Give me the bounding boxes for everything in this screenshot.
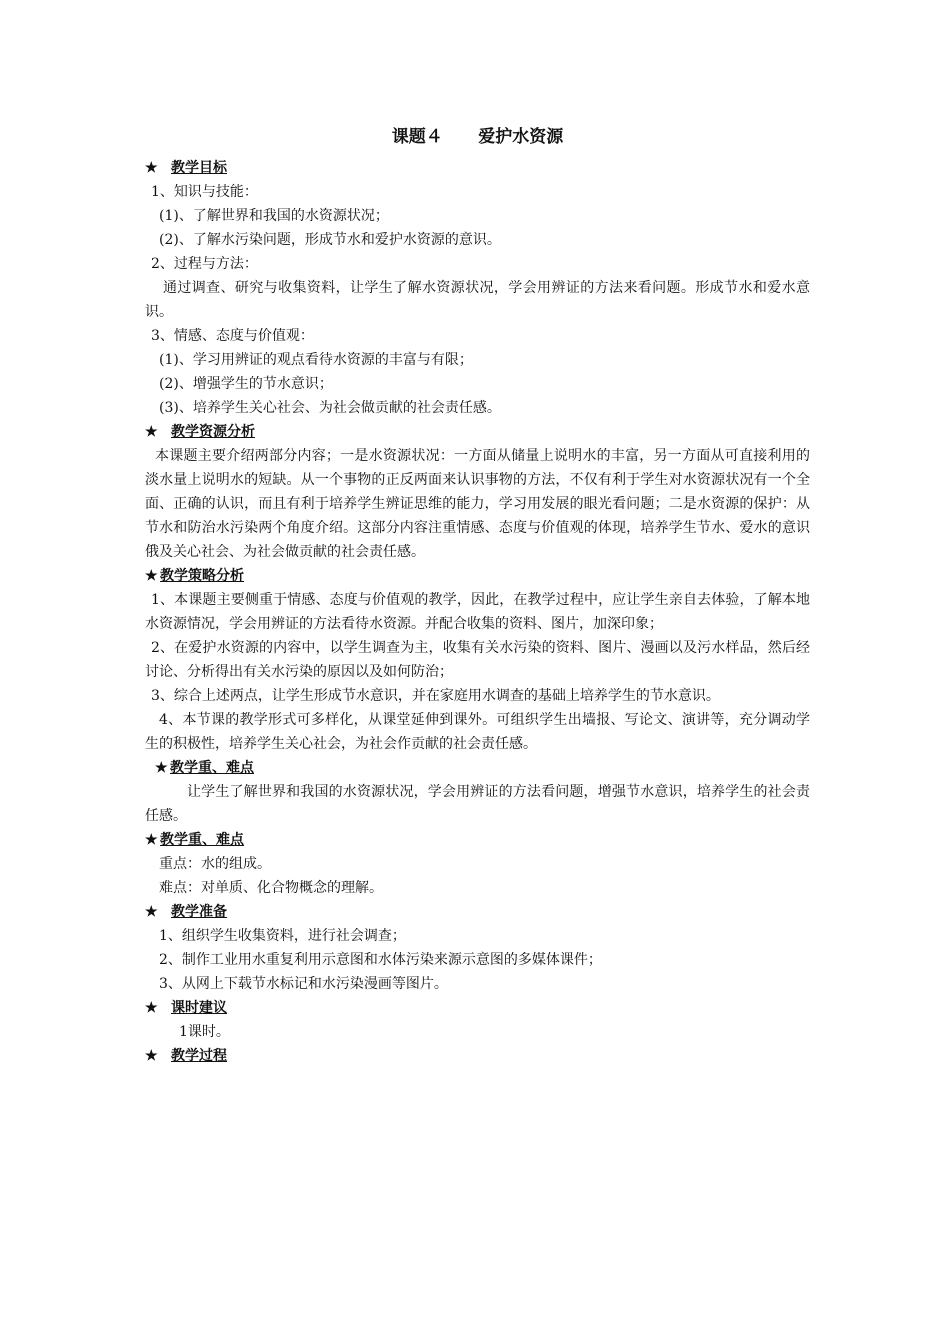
prep-line: 2、制作工业用水重复利用示意图和水体污染来源示意图的多媒体课件； <box>159 952 602 968</box>
star-icon: ★ <box>145 904 158 920</box>
star-icon: ★ <box>145 424 158 440</box>
keypoints-paragraph: 让学生了解世界和我国的水资源状况，学会用辨证的方法看问题，增强节水意识，培养学生的社会责任感。 <box>145 784 810 824</box>
goals-line: (2)、了解水污染问题，形成节水和爱护水资源的意识。 <box>159 232 501 248</box>
star-icon: ★ <box>145 160 158 176</box>
strategy-paragraph: 2、在爱护水资源的内容中，以学生调查为主，收集有关水污染的资料、图片、漫画以及污水样品，然后经讨论、分析得出有关水污染的原因以及如何防治； <box>145 640 810 680</box>
star-icon: ★ <box>145 1000 158 1016</box>
section-heading-keypoints: ★ 教学重、难点 <box>145 756 810 780</box>
strategy-paragraph: 3、综合上述两点，让学生形成节水意识，并在家庭用水调查的基础上培养学生的节水意识。 <box>151 688 720 704</box>
strategy-paragraph: 4、本节课的教学形式可多样化，从课堂延伸到课外。可组织学生出墙报、写论文、演讲等，充分调动学生的积极性，培养学生关心社会，为社会作贡献的社会责任感。 <box>145 712 810 752</box>
section-heading-strategy: ★ 教学策略分析 <box>145 564 810 588</box>
section-heading-process: ★ 教学过程 <box>145 1044 810 1068</box>
goals-line: (1)、了解世界和我国的水资源状况； <box>159 208 389 224</box>
section-heading-hours: ★ 课时建议 <box>145 996 810 1020</box>
keypoints-line: 难点：对单质、化合物概念的理解。 <box>159 880 383 896</box>
section-heading-prep: ★ 教学准备 <box>145 900 810 924</box>
goals-line: 3、情感、态度与价值观： <box>151 328 314 344</box>
document-body <box>145 124 810 1068</box>
goals-line: (3)、培养学生关心社会、为社会做贡献的社会责任感。 <box>159 400 501 416</box>
star-icon: ★ <box>145 568 158 584</box>
section-heading-resource: ★ 教学资源分析 <box>145 420 810 444</box>
prep-line: 1、组织学生收集资料，进行社会调查； <box>159 928 406 944</box>
star-icon: ★ <box>145 832 158 848</box>
strategy-paragraph: 1、本课题主要侧重于情感、态度与价值观的教学，因此，在教学过程中，应让学生亲自去体验，了解本地水资源情况，学会用辨证的方法看待水资源。并配合收集的资料、图片，加深印象； <box>145 592 810 632</box>
star-icon: ★ <box>145 1048 158 1064</box>
keypoints-line: 重点：水的组成。 <box>159 856 271 872</box>
goals-line: (1)、学习用辨证的观点看待水资源的丰富与有限； <box>159 352 473 368</box>
resource-paragraph: 本课题主要介绍两部分内容；一是水资源状况：一方面从储量上说明水的丰富，另一方面从可直接利用的淡水量上说明水的短缺。从一个事物的正反两面来认识事物的方法，不仅有利于学生对水资源状况有一个全面、正确的认识，而且有利于培养学生辨证思维的能力，学习用发展的眼光看问题；二是水资源的保护：从节水和防治水污染两个角度介绍。这部分内容注重情感、态度与价值观的体现，培养学生节水、爱水的意识俄及关心社会、为社会做贡献的社会责任感。 <box>145 448 810 560</box>
prep-line: 3、从网上下载节水标记和水污染漫画等图片。 <box>159 976 448 992</box>
star-icon: ★ <box>155 760 168 776</box>
section-heading-keypoints: ★ 教学重、难点 <box>145 828 810 852</box>
goals-line: 2、过程与方法： <box>151 256 258 272</box>
section-heading-goals: ★ 教学目标 <box>145 156 810 180</box>
goals-line: (2)、增强学生的节水意识； <box>159 376 333 392</box>
hours-line: 1课时。 <box>179 1024 230 1040</box>
goals-paragraph: 通过调查、研究与收集资料，让学生了解水资源状况，学会用辨证的方法来看问题。形成节水和爱水意识。 <box>145 280 810 320</box>
goals-line: 1、知识与技能： <box>151 184 258 200</box>
page-title: 课题４ 爱护水资源 <box>391 127 564 147</box>
